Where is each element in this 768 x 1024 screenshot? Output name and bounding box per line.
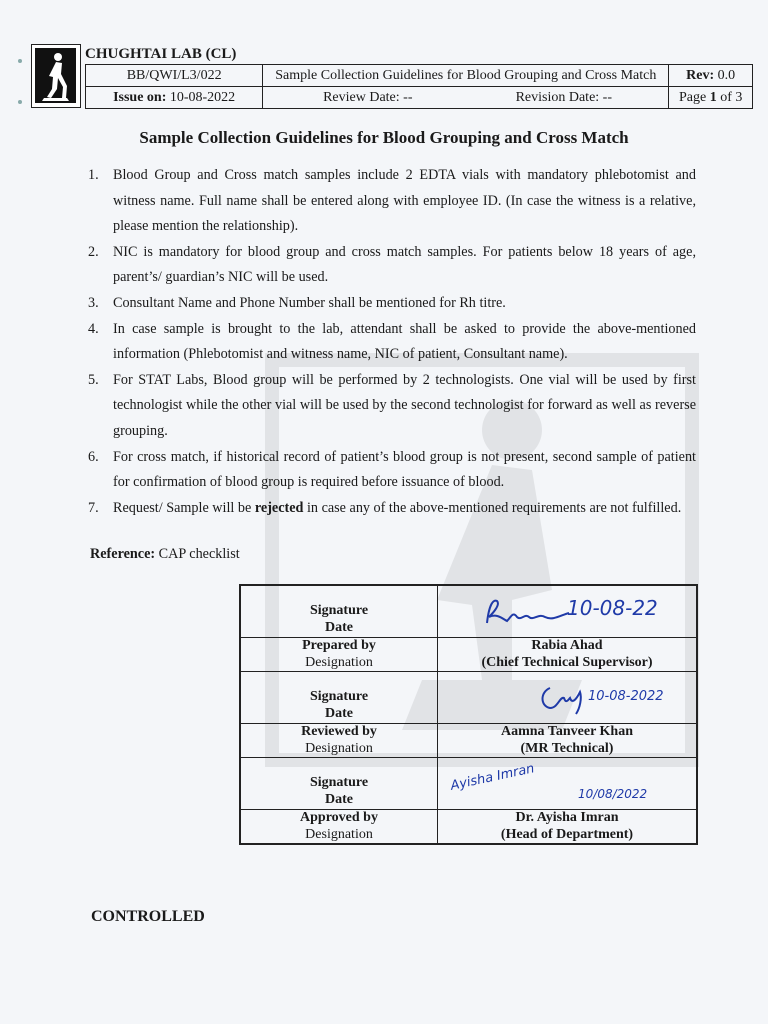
date-label: Date — [325, 791, 353, 807]
item-text: Blood Group and Cross match samples include 2 EDTA vials with mandatory phlebotomist and witness name. Full name shall be entered along with employee ID. (In case the witness is a relative, please mention the relationship). — [113, 167, 696, 235]
signature-cell — [438, 585, 698, 638]
list-item — [88, 368, 696, 445]
date-label: Date — [325, 619, 353, 635]
revision-cell — [669, 65, 753, 87]
item-number: 6. — [88, 448, 99, 465]
reference-line — [90, 546, 240, 563]
signer-name: Aamna Tanveer Khan — [501, 724, 633, 739]
signed-date: 10-08-2022 — [588, 689, 664, 705]
scan-mark — [18, 100, 22, 104]
signed-date: 10/08/2022 — [578, 787, 648, 801]
header-table — [85, 64, 753, 109]
review-revision-cell — [263, 87, 669, 109]
item-number: 2. — [88, 243, 99, 260]
rev-value: 0.0 — [717, 67, 736, 83]
role-label: Prepared by — [302, 638, 376, 653]
role-label: Reviewed by — [301, 724, 377, 739]
signature-cell — [438, 672, 698, 724]
role-label: Approved by — [300, 810, 378, 825]
doc-title-cell: Sample Collection Guidelines for Blood Grouping and Cross Match — [263, 65, 669, 87]
name-cell — [438, 724, 698, 758]
list-item — [88, 496, 696, 522]
page-number: 1 — [709, 89, 717, 105]
signature-label: Signature — [309, 603, 369, 618]
lab-logo — [31, 44, 81, 108]
signed-name: Ayisha Imran — [449, 761, 536, 794]
doc-code: BB/QWI/L3/022 — [86, 65, 263, 87]
signer-designation: (Chief Technical Supervisor) — [481, 654, 653, 670]
role-cell — [240, 810, 438, 845]
handwritten-signature-icon — [536, 678, 588, 718]
signature-date-label — [240, 672, 438, 724]
document-status: CONTROLLED — [91, 908, 205, 925]
item-number: 5. — [88, 371, 99, 388]
role-row — [240, 724, 697, 758]
designation-label: Designation — [305, 826, 373, 842]
list-item — [88, 291, 696, 317]
guidelines-list — [88, 163, 696, 521]
role-cell — [240, 724, 438, 758]
item-number: 3. — [88, 294, 99, 311]
scan-mark — [18, 59, 22, 63]
page-count — [669, 87, 753, 109]
item-text: NIC is mandatory for blood group and cross match samples. For patients below 18 years of age, parent’s/ guardian’s NIC will be used. — [113, 243, 696, 286]
signer-name: Rabia Ahad — [531, 638, 603, 653]
page-label: Page — [678, 89, 707, 105]
list-item — [88, 163, 696, 240]
item-text: in case any of the above-mentioned requirements are not fulfilled. — [306, 499, 682, 516]
list-item — [88, 445, 696, 496]
name-cell — [438, 810, 698, 845]
rev-label: Rev: — [686, 67, 715, 83]
designation-label: Designation — [305, 654, 373, 670]
signature-date-label — [240, 585, 438, 638]
signature-label: Signature — [309, 775, 369, 790]
item-text: In case sample is brought to the lab, attendant shall be asked to provide the above-mentioned information (Phlebotomist and witness name, NIC of patient, Consultant name). — [113, 320, 696, 363]
signed-date: 10-08-22 — [567, 595, 658, 620]
item-text: For STAT Labs, Blood group will be performed by 2 technologists. One vial will be used by first technologist while the other vial will be used by the second technologist for forward as well as reverse grouping. — [113, 371, 696, 439]
signature-row — [240, 672, 697, 724]
walking-man-icon — [32, 45, 79, 106]
item-text: Request/ Sample will be — [113, 499, 252, 516]
item-number: 4. — [88, 320, 99, 337]
reference-value: CAP checklist — [158, 546, 240, 562]
signature-date-label — [240, 758, 438, 810]
issue-value: 10-08-2022 — [169, 89, 236, 105]
item-emphasis: rejected — [254, 499, 304, 516]
designation-label: Designation — [305, 740, 373, 756]
item-text: For cross match, if historical record of patient’s blood group is not present, second sample of patient for confirmation of blood group is required before issuance of blood. — [113, 448, 696, 491]
page-total: 3 — [735, 89, 743, 105]
signature-row — [240, 758, 697, 810]
signer-name: Dr. Ayisha Imran — [515, 810, 619, 825]
page-of: of — [720, 89, 732, 105]
signature-cell — [438, 758, 698, 810]
issue-date-cell — [86, 87, 263, 109]
name-cell — [438, 638, 698, 672]
role-cell — [240, 638, 438, 672]
document-header — [31, 44, 753, 108]
list-item — [88, 240, 696, 291]
issue-label: Issue on: — [113, 89, 167, 105]
role-row — [240, 810, 697, 845]
signer-designation: (Head of Department) — [500, 826, 634, 842]
signature-row — [240, 585, 697, 638]
item-number: 7. — [88, 499, 99, 516]
signer-designation: (MR Technical) — [520, 740, 614, 756]
signature-table — [239, 584, 698, 845]
list-item — [88, 317, 696, 368]
lab-name: CHUGHTAI LAB (CL) — [85, 46, 237, 62]
item-text: Consultant Name and Phone Number shall be mentioned for Rh titre. — [113, 294, 506, 311]
item-number: 1. — [88, 167, 99, 183]
reference-label: Reference: — [90, 546, 156, 562]
revision-date: Revision Date: -- — [515, 89, 612, 105]
review-date: Review Date: -- — [323, 89, 413, 105]
role-row — [240, 638, 697, 672]
date-label: Date — [325, 705, 353, 721]
signature-label: Signature — [309, 689, 369, 704]
page-title: Sample Collection Guidelines for Blood Grouping and Cross Match — [139, 128, 629, 147]
handwritten-signature-icon — [483, 595, 573, 629]
